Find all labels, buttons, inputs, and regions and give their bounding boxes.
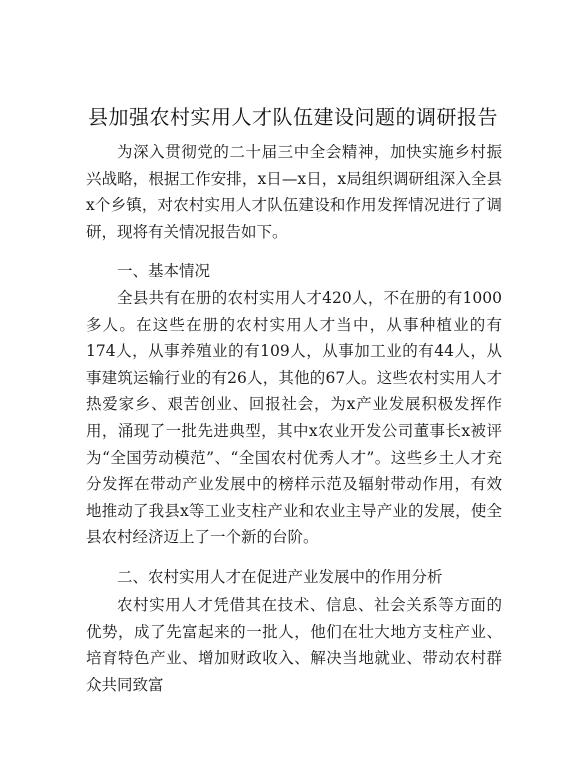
- intro-paragraph: 为深入贯彻党的二十届三中全会精神，加快实施乡村振兴战略，根据工作安排，x日—x日，x局组织调研组深入全县x个乡镇，对农村实用人才队伍建设和作用发挥情况进行了调研，现将有关情况报告如下。: [86, 143, 502, 241]
- section-body-basic-situation: 全县共有在册的农村实用人才420人，不在册的有1000多人。在这些在册的农村实用人才当中，从事种植业的有174人，从事养殖业的有109人，从事加工业的有44人，从事建筑运输行业的有26人，其他的67人。这些农村实用人才热爱家乡、艰苦创业、回报社会，为x产业发展积极发挥作用，涌现了一批先进典型，其中x农业开发公司董事长x被评为“全国劳动模范”、“全国农村优秀人才”。这些乡土人才充分发挥在带动产业发展中的榜样示范及辐射带动作用，有效地推动了我县x等工业支柱产业和农业主导产业的发展，使全县农村经济迈上了一个新的台阶。: [86, 289, 502, 547]
- section-heading-role-analysis: 二、农村实用人才在促进产业发展中的作用分析: [117, 568, 443, 586]
- document-title: 县加强农村实用人才队伍建设问题的调研报告: [88, 105, 498, 129]
- section-body-role-analysis: 农村实用人才凭借其在技术、信息、社会关系等方面的优势，成了先富起来的一批人，他们在壮大地方支柱产业、培育特色产业、增加财政收入、解决当地就业、带动农村群众共同致富: [86, 596, 502, 694]
- section-heading-basic-situation: 一、基本情况: [117, 262, 211, 280]
